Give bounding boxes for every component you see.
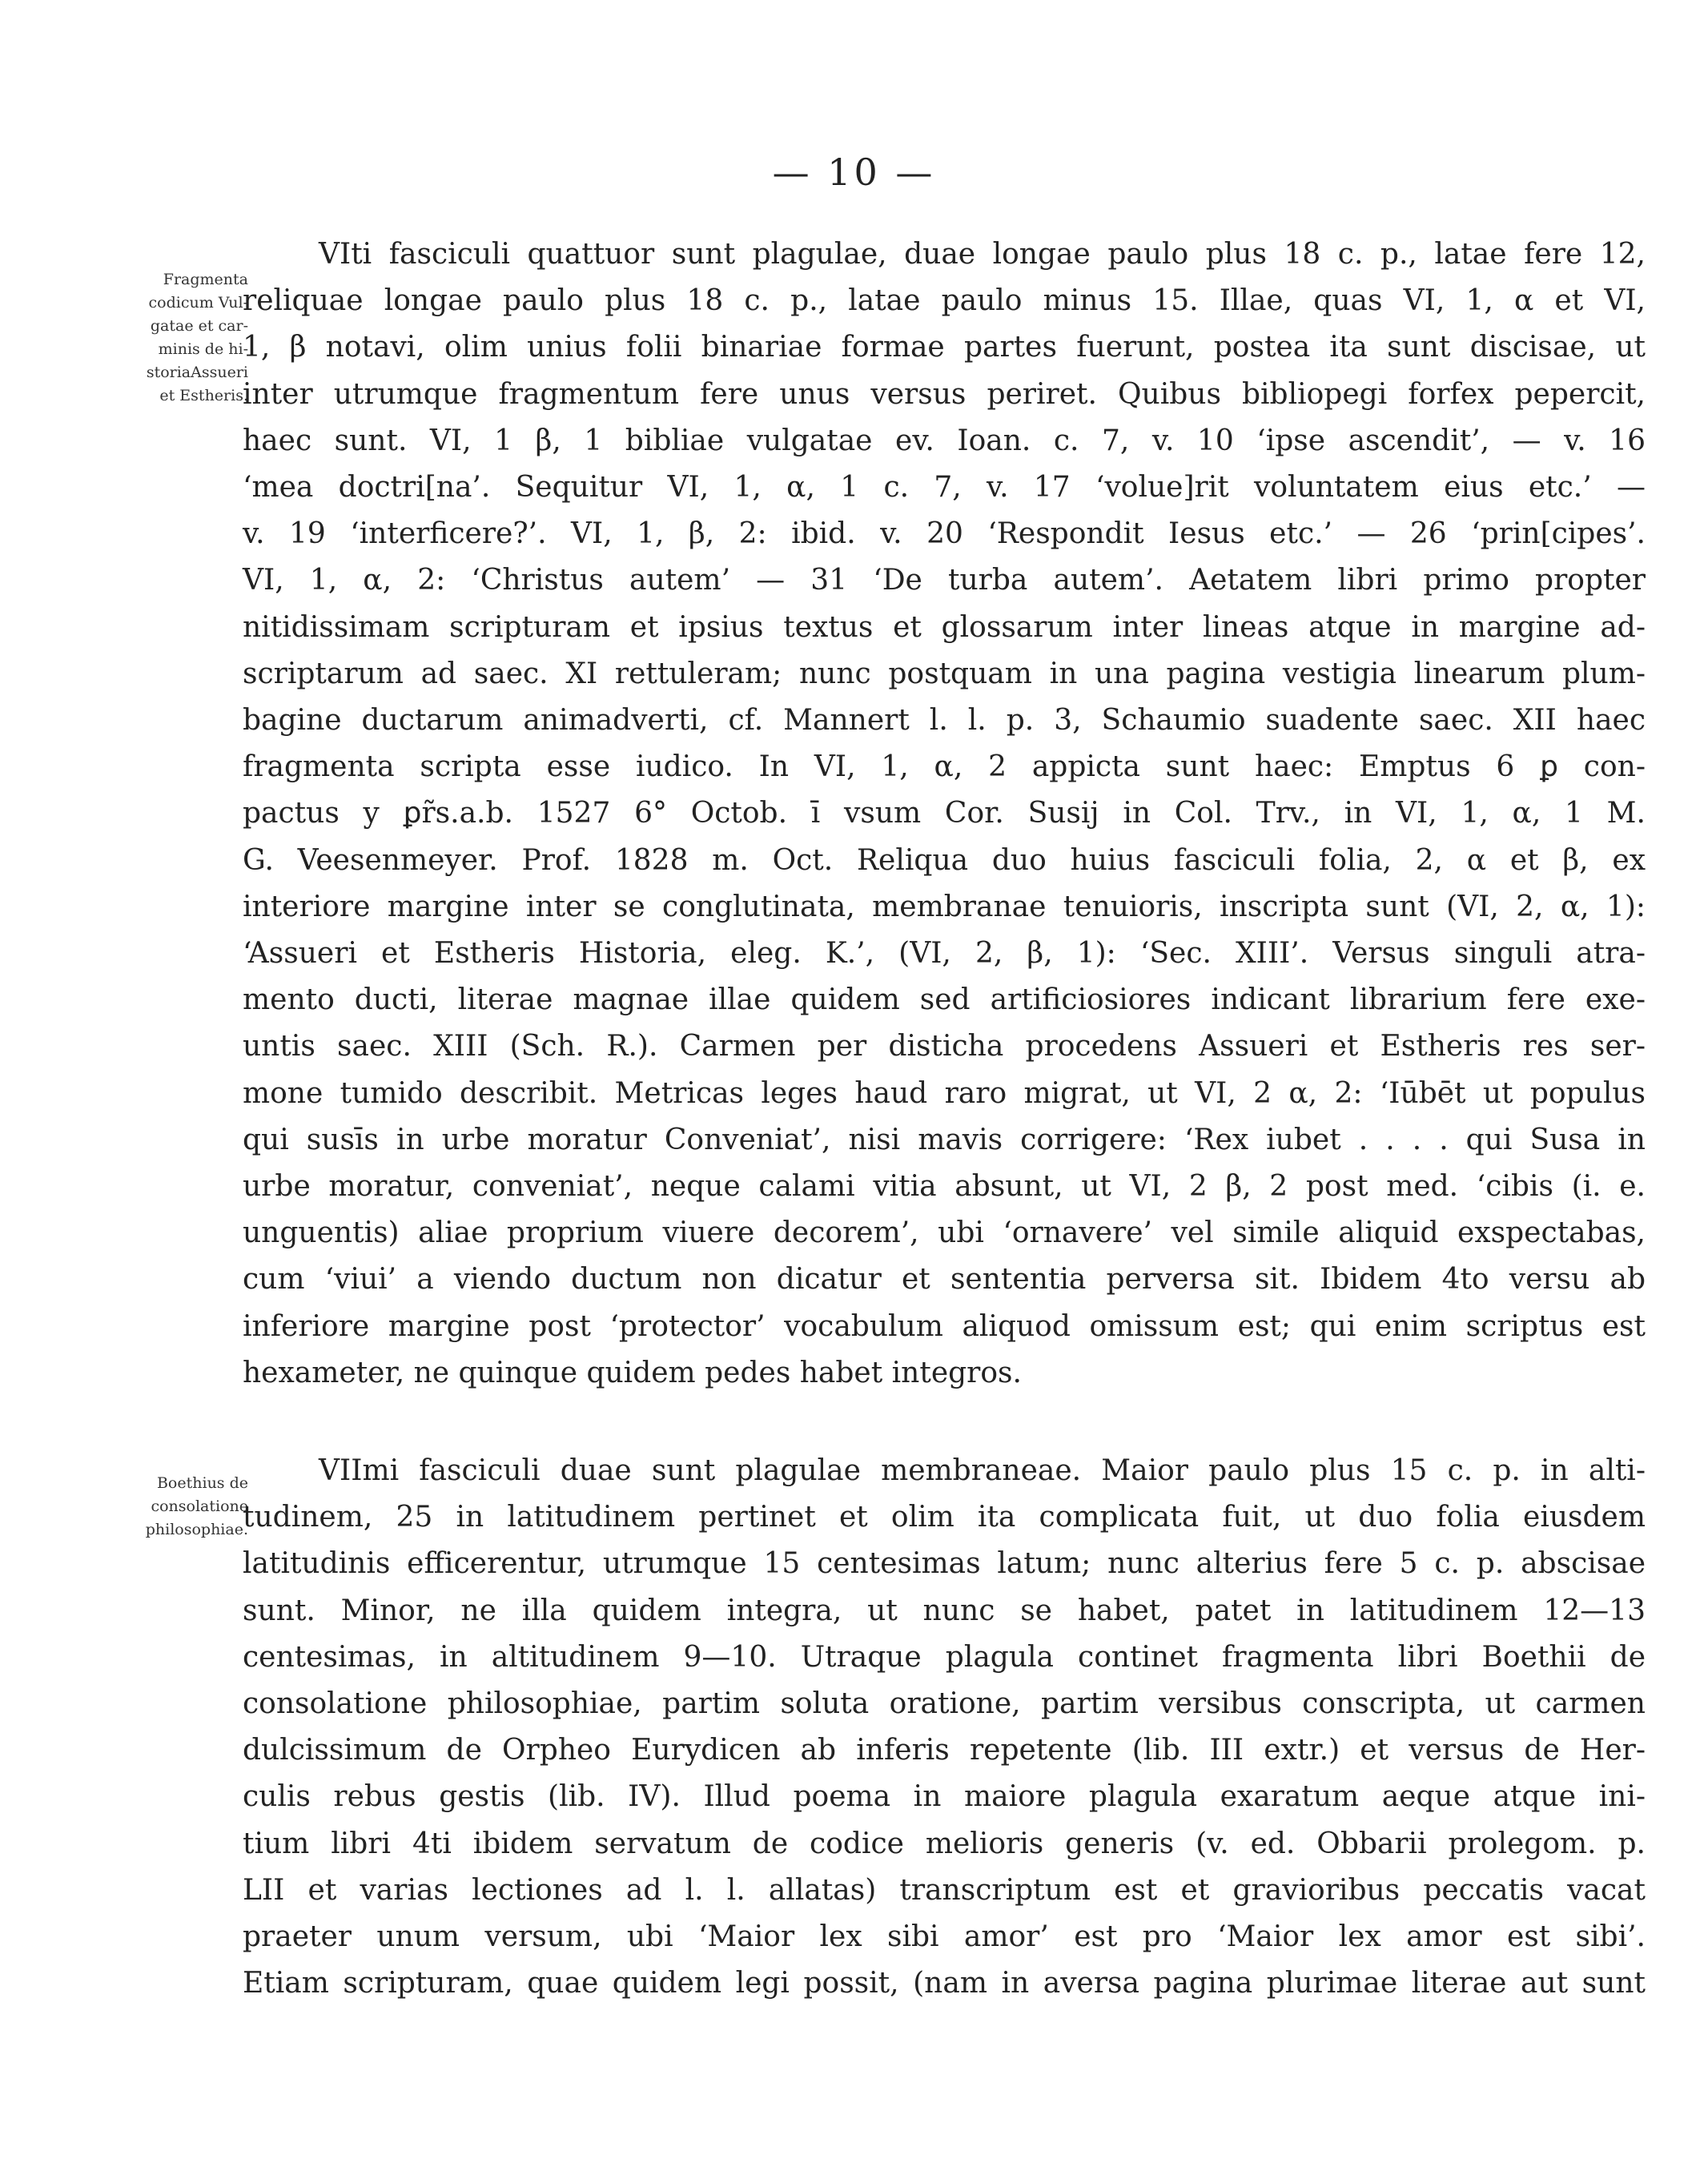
text-line: unguentis) aliae proprium viuere decorem’, ubi ‘ornavere’ vel simile aliquid exspectabas,	[243, 1216, 1646, 1250]
text-line: nitidissimam scripturam et ipsius textus et glossarum inter lineas atque in margine ad-	[243, 610, 1646, 644]
text-line: G. Veesenmeyer. Prof. 1828 m. Oct. Reliqua duo huius fasciculi folia, 2, α et β, ex	[243, 843, 1646, 877]
text-line: v. 19 ‘interficere?’. VI, 1, β, 2: ibid. v. 20 ‘Respondit Iesus etc.’ — 26 ‘prin[cipes’.	[243, 517, 1646, 551]
text-line: ‘mea doctri[na’. Sequitur VI, 1, α, 1 c. 7, v. 17 ‘volue]rit voluntatem eius etc.’ —	[243, 471, 1646, 505]
text-line: reliquae longae paulo plus 18 c. p., latae paulo minus 15. Illae, quas VI, 1, α et VI,	[243, 284, 1646, 318]
margin-note-line: consolatione	[151, 1498, 248, 1515]
text-line: tudinem, 25 in latitudinem pertinet et olim ita complicata fuit, ut duo folia eiusdem	[243, 1501, 1646, 1534]
page-number: — 10 —	[772, 151, 936, 194]
margin-note-line: Boethius de	[156, 1474, 248, 1492]
text-line: fragmenta scripta esse iudico. In VI, 1, α, 2 appicta sunt haec: Emptus 6 ꝑ con-	[243, 750, 1646, 784]
margin-note-fragmenta	[88, 268, 248, 408]
text-line: cum ‘viui’ a viendo ductum non dicatur et sententia perversa sit. Ibidem 4to versu ab	[243, 1263, 1646, 1297]
margin-note-line: philosophiae.	[145, 1521, 248, 1538]
text-line: qui susīs in urbe moratur Conveniat’, nisi mavis corrigere: ‘Rex iubet . . . . qui Susa in	[243, 1123, 1646, 1156]
margin-note-line: Fragmenta	[163, 271, 248, 288]
text-line: mone tumido describit. Metricas leges haud raro migrat, ut VI, 2 α, 2: ‘Iūbēt ut populus	[243, 1076, 1646, 1110]
margin-note-line: minis de hi-	[158, 340, 248, 358]
text-line: consolatione philosophiae, partim soluta oratione, partim versibus conscripta, ut carmen	[243, 1687, 1646, 1721]
text-line: culis rebus gestis (lib. IV). Illud poema in maiore plagula exaratum aeque atque ini-	[243, 1780, 1646, 1814]
paragraph-fascicle-vii	[243, 1448, 1646, 2007]
text-line: mento ducti, literae magnae illae quidem sed artificiosiores indicant librarium fere exe-	[243, 983, 1646, 1017]
text-line: haec sunt. VI, 1 β, 1 bibliae vulgatae ev. Ioan. c. 7, v. 10 ‘ipse ascendit’, — v. 16	[243, 424, 1646, 457]
text-line: dulcissimum de Orpheo Eurydicen ab inferis repetente (lib. III extr.) et versus de Her-	[243, 1734, 1646, 1767]
paragraph-fascicle-vi	[243, 231, 1646, 1397]
text-line: VIImi fasciculi duae sunt plagulae membraneae. Maior paulo plus 15 c. p. in alti-	[319, 1454, 1646, 1487]
text-line: ‘Assueri et Estheris Historia, eleg. K.’, (VI, 2, β, 1): ‘Sec. XIII’. Versus singuli atra-	[243, 937, 1646, 971]
text-line: inferiore margine post ‘protector’ vocabulum aliquod omissum est; qui enim scriptus est	[243, 1309, 1646, 1343]
text-line: praeter unum versum, ubi ‘Maior lex sibi amor’ est pro ‘Maior lex amor est sibi’.	[243, 1920, 1646, 1954]
text-line: interiore margine inter se conglutinata, membranae tenuioris, inscripta sunt (VI, 2, α, 1):	[243, 890, 1646, 923]
text-line: sunt. Minor, ne illa quidem integra, ut nunc se habet, patet in latitudinem 12—13	[243, 1594, 1646, 1627]
text-line: VIti fasciculi quattuor sunt plagulae, duae longae paulo plus 18 c. p., latae fere 12,	[319, 238, 1646, 271]
text-line: VI, 1, α, 2: ‘Christus autem’ — 31 ‘De turba autem’. Aetatem libri primo propter	[243, 564, 1646, 597]
text-line: centesimas, in altitudinem 9—10. Utraque plagula continet fragmenta libri Boethii de	[243, 1640, 1646, 1674]
margin-note-line: gatae et car-	[150, 317, 248, 335]
text-line: Etiam scripturam, quae quidem legi possit, (nam in aversa pagina plurimae literae aut sunt	[243, 1967, 1646, 2000]
text-line: inter utrumque fragmentum fere unus versus periret. Quibus bibliopegi forfex pepercit,	[243, 377, 1646, 411]
text-line: 1, β notavi, olim unius folii binariae formae partes fuerunt, postea ita sunt discisae, ut	[243, 331, 1646, 364]
text-line: urbe moratur, conveniat’, neque calami vitia absunt, ut VI, 2 β, 2 post med. ‘cibis (i. e.	[243, 1170, 1646, 1204]
text-line: untis saec. XIII (Sch. R.). Carmen per disticha procedens Assueri et Estheris res ser-	[243, 1030, 1646, 1063]
text-line: tium libri 4ti ibidem servatum de codice melioris generis (v. ed. Obbarii prolegom. p.	[243, 1827, 1646, 1860]
text-line: LII et varias lectiones ad l. l. allatas) transcriptum est et gravioribus peccatis vacat	[243, 1873, 1646, 1907]
margin-note-line: codicum Vul-	[148, 294, 248, 312]
margin-note-line: et Estheris.	[159, 387, 248, 404]
text-line: latitudinis efficerentur, utrumque 15 centesimas latum; nunc alterius fere 5 c. p. abscisae	[243, 1547, 1646, 1581]
text-line: pactus y ꝑr̃s.a.b. 1527 6° Octob. ī vsum Cor. Susij in Col. Trv., in VI, 1, α, 1 M.	[243, 797, 1646, 830]
text-line: hexameter, ne quinque quidem pedes habet integros.	[243, 1356, 1022, 1389]
margin-note-line: storiaAssueri	[146, 364, 248, 381]
text-line: bagine ductarum animadverti, cf. Mannert l. l. p. 3, Schaumio suadente saec. XII haec	[243, 704, 1646, 738]
margin-note-boethius	[88, 1472, 248, 1542]
text-line: scriptarum ad saec. XI rettuleram; nunc postquam in una pagina vestigia linearum plum-	[243, 657, 1646, 690]
